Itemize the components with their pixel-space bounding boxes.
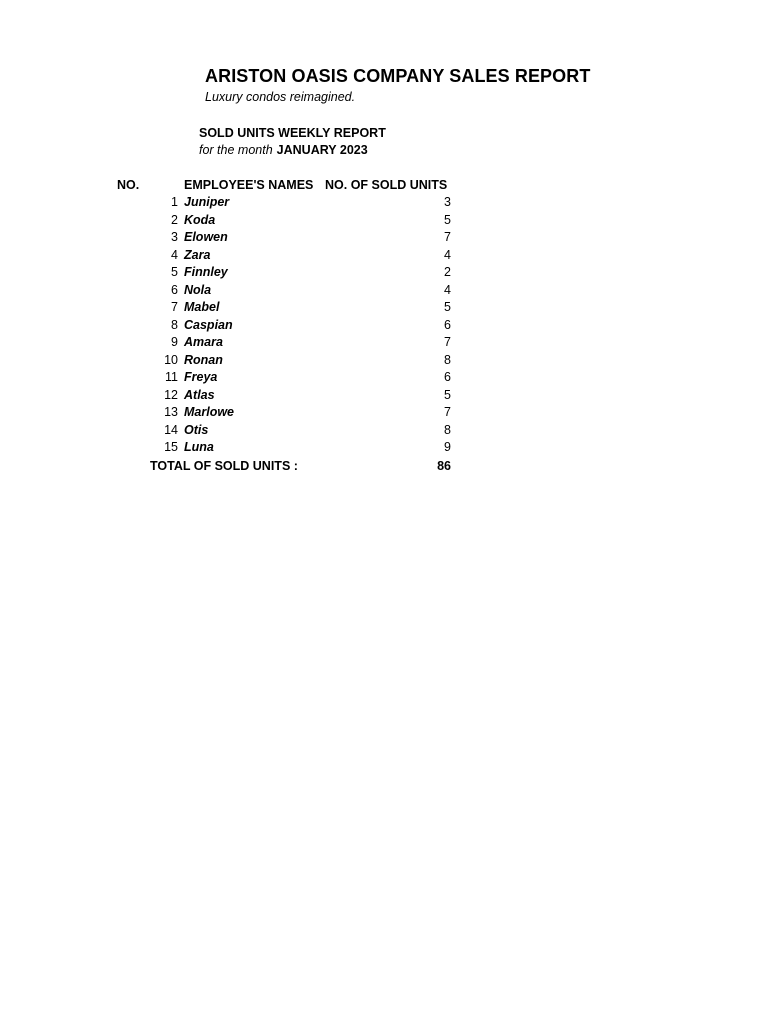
row-number: 4 xyxy=(171,247,178,262)
table-row xyxy=(0,353,768,371)
row-number: 6 xyxy=(171,282,178,297)
employee-name: Nola xyxy=(184,282,212,297)
row-number: 12 xyxy=(164,387,178,402)
table-row xyxy=(0,213,768,231)
employee-name: Juniper xyxy=(184,195,230,209)
employee-name: Mabel xyxy=(184,300,220,314)
employee-name: Amara xyxy=(184,335,223,349)
employee-name: Zara xyxy=(184,247,211,262)
employee-name: Otis xyxy=(184,422,209,437)
row-number: 5 xyxy=(171,265,178,279)
table-row xyxy=(0,265,768,283)
total-value: 86 xyxy=(437,459,451,473)
employee-name: Finnley xyxy=(184,265,228,279)
row-number: 10 xyxy=(164,352,178,367)
employee-name: Luna xyxy=(184,440,214,454)
sold-units: 6 xyxy=(444,317,451,332)
sold-units: 9 xyxy=(444,440,451,454)
table-row xyxy=(0,318,768,336)
sold-units: 4 xyxy=(444,247,451,262)
row-number: 1 xyxy=(171,195,178,209)
table-row xyxy=(0,440,768,458)
employee-name: Marlowe xyxy=(184,405,235,419)
month-label: for the month xyxy=(199,143,273,157)
table-row xyxy=(0,370,768,388)
sold-units: 6 xyxy=(444,370,451,384)
row-number: 2 xyxy=(171,212,178,227)
table-row xyxy=(0,195,768,213)
table-row xyxy=(0,335,768,353)
sold-units: 8 xyxy=(444,422,451,437)
row-number: 14 xyxy=(164,422,178,437)
row-number: 8 xyxy=(171,317,178,332)
report-tagline: Luxury condos reimagined. xyxy=(205,90,356,104)
header-no: NO. xyxy=(117,178,140,192)
employee-name: Caspian xyxy=(184,317,233,332)
table-row xyxy=(0,405,768,423)
sold-units: 2 xyxy=(444,265,451,279)
row-number: 13 xyxy=(164,405,178,419)
total-label: TOTAL OF SOLD UNITS : xyxy=(150,459,298,473)
row-number: 3 xyxy=(171,230,178,244)
report-subtitle: SOLD UNITS WEEKLY REPORT xyxy=(199,126,386,140)
table-row xyxy=(0,423,768,441)
row-number: 15 xyxy=(164,440,178,454)
employee-name: Koda xyxy=(184,212,216,227)
sold-units: 4 xyxy=(444,282,451,297)
sold-units: 3 xyxy=(444,195,451,209)
sold-units: 8 xyxy=(444,352,451,367)
month-value: JANUARY 2023 xyxy=(276,143,368,157)
header-sold-units: NO. OF SOLD UNITS xyxy=(325,178,448,192)
report-month-line xyxy=(199,143,368,157)
table-row xyxy=(0,248,768,266)
sold-units: 5 xyxy=(444,212,451,227)
sold-units: 7 xyxy=(444,335,451,349)
employee-name: Elowen xyxy=(184,230,228,244)
sold-units: 5 xyxy=(444,387,451,402)
table-row xyxy=(0,300,768,318)
sold-units: 7 xyxy=(444,405,451,419)
employee-name: Ronan xyxy=(184,352,223,367)
employee-name: Freya xyxy=(184,370,218,384)
report-title: ARISTON OASIS COMPANY SALES REPORT xyxy=(205,66,591,86)
row-number: 11 xyxy=(165,370,178,384)
sales-table-body xyxy=(0,195,768,458)
sold-units: 5 xyxy=(444,300,451,314)
header-employee-names: EMPLOYEE'S NAMES xyxy=(184,178,314,192)
row-number: 9 xyxy=(171,335,178,349)
table-row xyxy=(0,388,768,406)
table-row xyxy=(0,283,768,301)
row-number: 7 xyxy=(171,300,178,314)
table-row xyxy=(0,230,768,248)
sold-units: 7 xyxy=(444,230,451,244)
employee-name: Atlas xyxy=(184,387,215,402)
